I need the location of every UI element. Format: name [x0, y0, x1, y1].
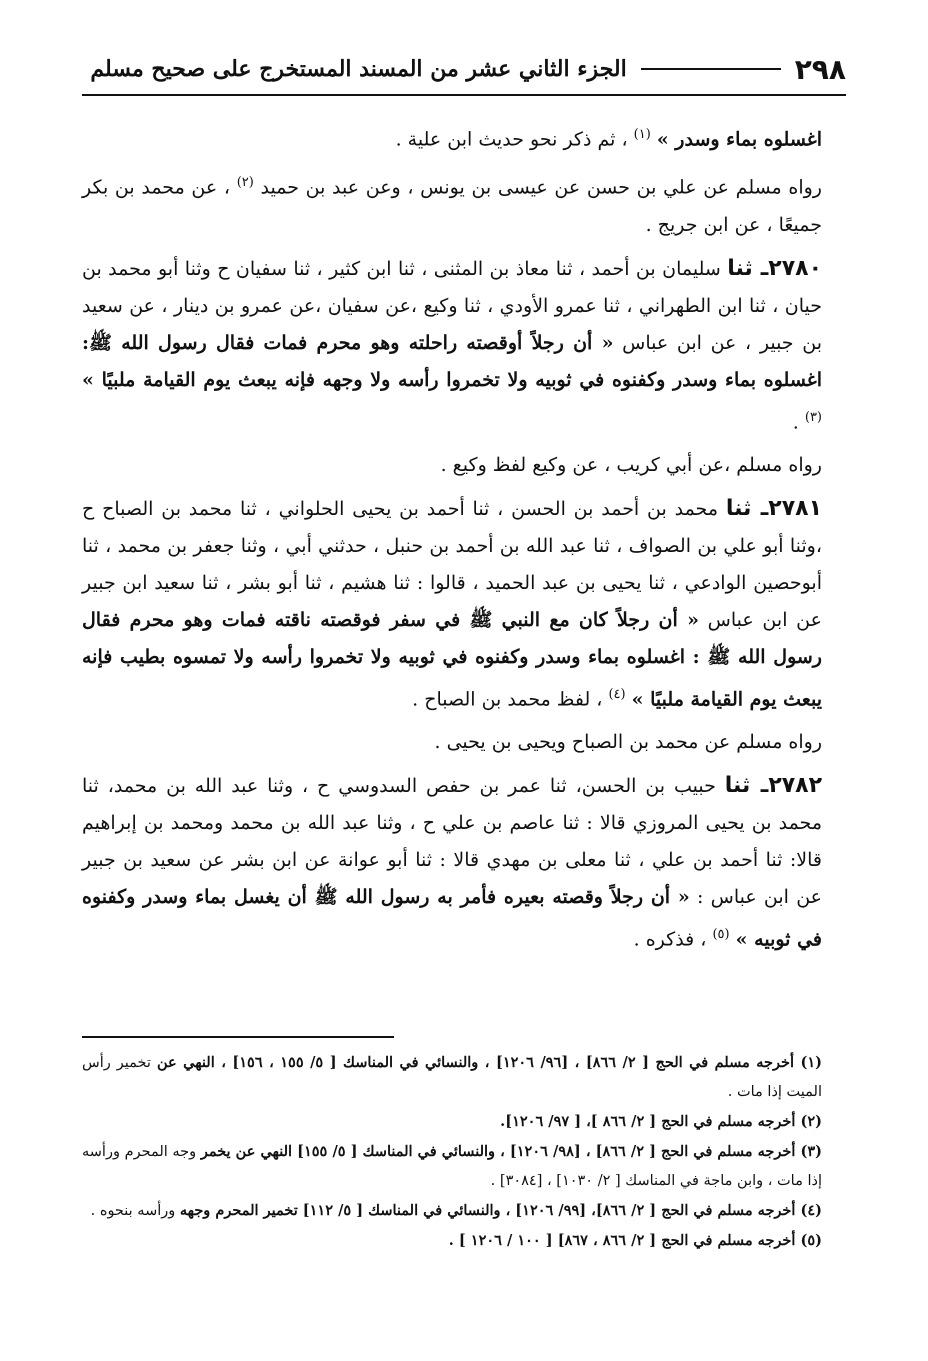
- paragraph-text: ، لفظ محمد بن الصباح .: [412, 688, 603, 711]
- matn-text: اغسلوه بماء وسدر »: [656, 128, 822, 151]
- running-title: الجزء الثاني عشر من المسند المستخرج على صحيح مسلم: [90, 56, 627, 82]
- footnote-text-cont: وجه المحرم ورأسه إذا مات ، وابن ماجة في المناسك [ ٢/ ١٠٣٠] ، [٣٠٨٤] .: [82, 1144, 822, 1189]
- footnote-ref-3[interactable]: (٣): [804, 409, 822, 425]
- footnote-text-cont: تخمير رأس الميت إذا مات .: [82, 1055, 822, 1100]
- matn-text: « أن رجلاً أوقصته راحلته وهو محرم فمات فقال رسول الله ﷺ: اغسلوه بماء وسدر وكفنوه في ثوبيه ولا تخمروا رأسه ولا وجهه فإنه يبعث يوم القيامة ملبيًا »: [82, 331, 822, 391]
- footnote-2: [82, 1107, 822, 1137]
- hadith-number: ٢٧٨٢ـ ثنا: [724, 773, 823, 799]
- footnote-text: (٢) أخرجه مسلم في الحج [ ٢/ ٨٦٦ ]، [ ٩٧/ ١٢٠٦].: [500, 1113, 822, 1130]
- hadith-2782: [82, 767, 822, 958]
- footnote-text: (٣) أخرجه مسلم في الحج [ ٢/ ٨٦٦] ، [٩٨/ ١٢٠٦] ، والنسائي في المناسك [ ٥/ ١٥٥] النهي عن يخمر: [200, 1143, 822, 1160]
- matn-text: « أن رجلاً كان مع النبي ﷺ في سفر فوقصته ناقته فمات وهو محرم فقال رسول الله ﷺ : اغسلوه بماء وسدر وكفنوه في ثوبيه ولا تخمروا رأسه ولا تمسوه بطيب فإنه يبعث يوم القيامة ملبيًا »: [82, 608, 822, 711]
- paragraph-2: [82, 164, 822, 243]
- page-header: [82, 44, 846, 96]
- paragraph-text: ، عن محمد بن بكر جميعًا ، عن ابن جريج .: [82, 176, 822, 236]
- footnote-ref-2[interactable]: (٢): [236, 175, 254, 191]
- hadith-2780: [82, 250, 822, 441]
- hadith-2781: [82, 490, 822, 718]
- footnote-ref-5[interactable]: (٥): [712, 927, 730, 943]
- footnotes: [82, 1048, 822, 1256]
- isnad-text: محمد بن أحمد بن الحسن ، ثنا أحمد بن يحيى الحلواني ، ثنا محمد بن الصباح ح ،وثنا أبو علي بن الصواف ، ثنا عبد الله بن أحمد بن حنبل ، حدثني أبي ، وثنا جعفر بن محمد ، ثنا أبوحصين الوادعي ، ثنا يحيى بن عبد الحميد ، قالوا : ثنا هشيم ، ثنا أبو بشر ، ثنا سعيد ابن جبير عن ابن عباس: [82, 497, 823, 631]
- footnote-ref-1[interactable]: (١): [633, 127, 651, 142]
- footnote-ref-4[interactable]: (٤): [608, 686, 626, 702]
- footnote-text: (٥) أخرجه مسلم في الحج [ ٢/ ٨٦٦ ، ٨٦٧] [ ١٠٠ / ١٢٠٦ ] .: [448, 1232, 822, 1249]
- paragraph-text: ، ثم ذكر نحو حديث ابن علية .: [395, 128, 628, 151]
- footnote-4: [82, 1196, 822, 1226]
- header-rule: [641, 68, 781, 70]
- paragraph-text: ، فذكره .: [633, 928, 707, 951]
- main-text: [82, 116, 822, 965]
- paragraph-4: رواه مسلم ،عن أبي كريب ، عن وكيع لفظ وكيع .: [440, 453, 822, 476]
- paragraph-6: رواه مسلم عن محمد بن الصباح ويحيى بن يحيى .: [434, 731, 822, 754]
- footnote-text: (٤) أخرجه مسلم في الحج [ ٢/ ٨٦٦]، [٩٩/ ١٢٠٦] ، والنسائي في المناسك [ ٥/ ١١٢] تخمير المحرم وجهه: [179, 1202, 822, 1219]
- matn-text: « أن رجلاً وقصته بعيره فأمر به رسول الله ﷺ أن يغسل بماء وسدر وكفنوه في ثوبيه »: [82, 886, 822, 951]
- footnote-5: [82, 1226, 822, 1256]
- paragraph-1: [82, 116, 822, 158]
- isnad-text: سليمان بن أحمد ، ثنا معاذ بن المثنى ، ثنا ابن كثير ، ثنا سفيان ح وثنا أبو محمد بن حيان ، ثنا ابن الطهراني ، ثنا عمرو الأودي ، ثنا وكيع ،عن سفيان ،عن عمرو بن دينار ، عن سعيد بن جبير ، عن ابن عباس: [82, 257, 822, 354]
- footnote-text-cont: ورأسه بنحوه .: [90, 1203, 176, 1219]
- hadith-number: ٢٧٨٠ـ ثنا: [727, 255, 823, 281]
- paragraph-text: رواه مسلم عن علي بن حسن عن عيسى بن يونس ، وعن عبد بن حميد: [260, 176, 822, 199]
- paragraph-text: .: [792, 410, 799, 433]
- footnote-text: (١) أخرجه مسلم في الحج [ ٢/ ٨٦٦] ، [٩٦/ ١٢٠٦] ، والنسائي في المناسك [ ٥/ ١٥٥ ، ١٥٦] ، النهي عن: [156, 1054, 822, 1071]
- footnote-3: [82, 1137, 822, 1196]
- isnad-text: حبيب بن الحسن، ثنا عمر بن حفص السدوسي ح ، وثنا عبد الله بن محمد، ثنا محمد بن يحيى المروزي قالا : ثنا عاصم بن علي ح ، وثنا عبد الله بن محمد ومحمد بن إبراهيم قالا: ثنا أحمد بن علي ، ثنا معلى بن مهدي قالا : ثنا أبو عوانة عن ابن بشر عن سعيد بن جبير عن ابن عباس :: [82, 775, 822, 909]
- page-number: ٢٩٨: [794, 52, 846, 86]
- footnote-1: [82, 1048, 822, 1107]
- hadith-number: ٢٧٨١ـ ثنا: [725, 495, 823, 521]
- footnote-divider: [82, 1036, 394, 1038]
